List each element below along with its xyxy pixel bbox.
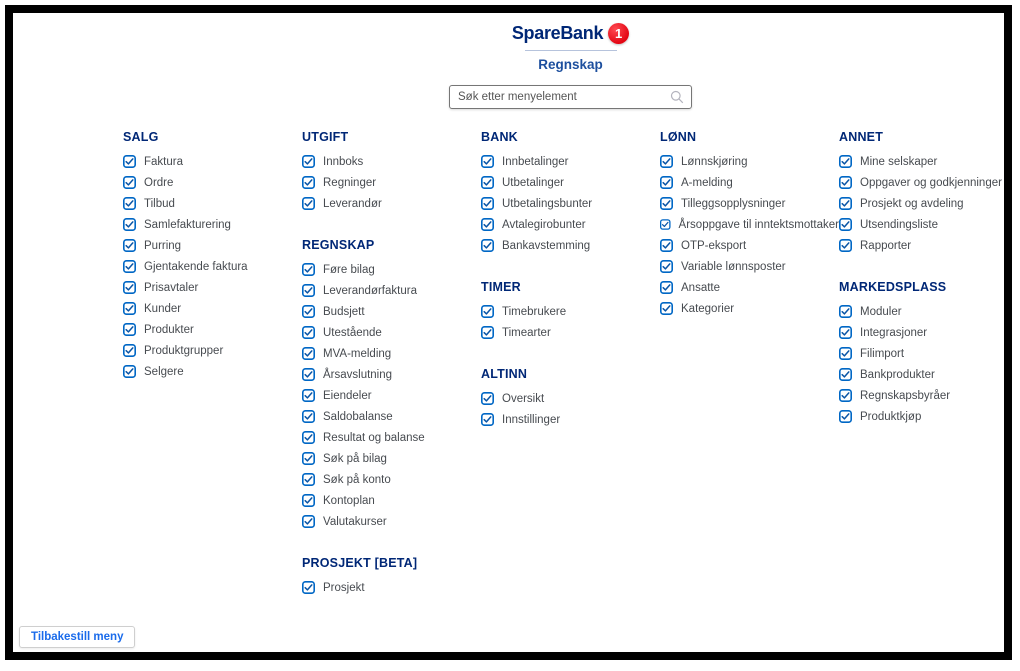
menu-item-checkbox[interactable] [481,214,660,235]
menu-item-label: Prisavtaler [144,281,199,294]
menu-item-label: Leverandør [323,197,382,210]
menu-item-checkbox[interactable] [302,364,481,385]
menu-item-checkbox[interactable] [123,298,302,319]
menu-item-label: Utsendingsliste [860,218,938,231]
menu-item-label: OTP-eksport [681,239,747,252]
menu-item-checkbox[interactable] [123,361,302,382]
checkbox-checked-icon[interactable] [123,302,136,315]
checkbox-checked-icon[interactable] [481,155,494,168]
checkbox-checked-icon[interactable] [302,155,315,168]
menu-item-label: Integrasjoner [860,326,928,339]
checkbox-checked-icon[interactable] [660,176,673,189]
checkbox-checked-icon[interactable] [302,581,315,594]
menu-item-checkbox[interactable] [123,277,302,298]
checkbox-checked-icon[interactable] [481,326,494,339]
section-title: ANNET [839,130,884,144]
menu-item-checkbox[interactable] [302,406,481,427]
checkbox-checked-icon[interactable] [839,155,852,168]
page-content [13,13,1004,652]
menu-item-label: Innbetalinger [502,155,569,168]
menu-item-checkbox[interactable] [123,193,302,214]
checkbox-checked-icon[interactable] [481,218,494,231]
reset-menu-button[interactable]: Tilbakestill meny [19,626,135,648]
checkbox-checked-icon[interactable] [660,281,673,294]
menu-item-checkbox[interactable] [302,490,481,511]
menu-item-label: Moduler [860,305,902,318]
menu-item-checkbox[interactable] [123,214,302,235]
checkbox-checked-icon[interactable] [839,347,852,360]
menu-item-label: Faktura [144,155,183,168]
checkbox-checked-icon[interactable] [839,305,852,318]
checkbox-checked-icon[interactable] [839,326,852,339]
checkbox-checked-icon[interactable] [123,344,136,357]
menu-item-label: Saldobalanse [323,410,393,423]
menu-item-label: Lønnskjøring [681,155,748,168]
menu-item-label: Årsoppgave til inntektsmottaker [678,218,839,231]
menu-item-checkbox[interactable] [839,214,1018,235]
menu-item-label: Budsjett [323,305,365,318]
menu-column-1 [123,130,302,598]
menu-item-label: A-melding [681,176,733,189]
checkbox-checked-icon[interactable] [302,263,315,276]
checkbox-checked-icon[interactable] [302,368,315,381]
checkbox-checked-icon[interactable] [302,197,315,210]
menu-item-checkbox[interactable] [123,235,302,256]
brand-header [123,13,1018,72]
menu-item-label: Timebrukere [502,305,567,318]
menu-item-label: Produktkjøp [860,410,922,423]
menu-item-label: Kontoplan [323,494,375,507]
checkbox-checked-icon[interactable] [302,473,315,486]
checkbox-checked-icon[interactable] [123,260,136,273]
menu-item-label: Søk på konto [323,473,391,486]
menu-item-label: Føre bilag [323,263,375,276]
section-title: ALTINN [481,367,528,381]
checkbox-checked-icon[interactable] [481,392,494,405]
checkbox-checked-icon[interactable] [123,197,136,210]
menu-column-4 [660,130,839,598]
checkbox-checked-icon[interactable] [839,368,852,381]
section-title: PROSJEKT [BETA] [302,556,418,570]
checkbox-checked-icon[interactable] [481,239,494,252]
checkbox-checked-icon[interactable] [660,260,673,273]
menu-item-label: Årsavslutning [323,368,393,381]
menu-item-label: Eiendeler [323,389,372,402]
checkbox-checked-icon[interactable] [302,305,315,318]
checkbox-checked-icon[interactable] [839,410,852,423]
menu-item-checkbox[interactable] [660,172,839,193]
menu-item-checkbox[interactable] [481,388,660,409]
menu-item-label: Avtalegirobunter [502,218,586,231]
menu-section [302,130,481,214]
menu-item-label: Gjentakende faktura [144,260,248,273]
menu-item-checkbox[interactable] [660,151,839,172]
section-title: TIMER [481,280,521,294]
checkbox-checked-icon[interactable] [302,326,315,339]
menu-item-label: Prosjekt og avdeling [860,197,964,210]
menu-item-checkbox[interactable] [481,301,660,322]
section-title: SALG [123,130,159,144]
menu-item-checkbox[interactable] [302,151,481,172]
menu-item-checkbox[interactable] [839,235,1018,256]
menu-item-checkbox[interactable] [302,577,481,598]
menu-item-checkbox[interactable] [839,364,1018,385]
menu-item-checkbox[interactable] [839,343,1018,364]
checkbox-checked-icon[interactable] [839,197,852,210]
menu-item-checkbox[interactable] [660,193,839,214]
menu-item-label: Kunder [144,302,182,315]
menu-item-label: Regnskapsbyråer [860,389,951,402]
menu-item-checkbox[interactable] [302,469,481,490]
logo-divider [525,50,617,51]
menu-item-checkbox[interactable] [302,172,481,193]
checkbox-checked-icon[interactable] [302,410,315,423]
menu-item-label: Bankavstemming [502,239,591,252]
menu-item-checkbox[interactable] [660,214,839,235]
menu-item-label: MVA-melding [323,347,392,360]
search-box[interactable] [449,85,692,109]
menu-section [123,130,302,382]
menu-item-label: Prosjekt [323,581,365,594]
checkbox-checked-icon[interactable] [302,347,315,360]
menu-item-label: Mine selskaper [860,155,938,168]
menu-item-checkbox[interactable] [839,151,1018,172]
checkbox-checked-icon[interactable] [123,218,136,231]
menu-item-checkbox[interactable] [302,448,481,469]
menu-item-label: Valutakurser [323,515,387,528]
logo-badge-1-icon: 1 [608,23,629,44]
menu-item-label: Selgere [144,365,184,378]
menu-item-label: Utbetalingsbunter [502,197,593,210]
menu-item-label: Kategorier [681,302,735,315]
menu-column-3 [481,130,660,598]
menu-section [302,238,481,532]
menu-item-label: Rapporter [860,239,912,252]
menu-section [839,280,1018,427]
menu-item-label: Søk på bilag [323,452,387,465]
checkbox-checked-icon[interactable] [123,155,136,168]
logo-text: SpareBank [511,23,604,43]
menu-item-checkbox[interactable] [839,172,1018,193]
menu-item-label: Oppgaver og godkjenninger [860,176,1002,189]
checkbox-checked-icon[interactable] [839,218,852,231]
section-title: BANK [481,130,518,144]
checkbox-checked-icon[interactable] [302,389,315,402]
menu-section [481,367,660,430]
menu-item-checkbox[interactable] [123,172,302,193]
search-input[interactable] [458,91,670,103]
menu-item-label: Produkter [144,323,194,336]
search-icon [670,90,684,104]
menu-column-2 [302,130,481,598]
section-title: MARKEDSPLASS [839,280,947,294]
app-name: Regnskap [538,57,603,72]
menu-column-5 [839,130,1018,598]
checkbox-checked-icon[interactable] [660,197,673,210]
menu-item-checkbox[interactable] [302,301,481,322]
menu-item-label: Innstillinger [502,413,561,426]
checkbox-checked-icon[interactable] [123,365,136,378]
menu-item-checkbox[interactable] [302,322,481,343]
menu-section [481,280,660,343]
checkbox-checked-icon[interactable] [302,176,315,189]
menu-item-label: Leverandørfaktura [323,284,417,297]
menu-item-checkbox[interactable] [123,256,302,277]
app-window [5,5,1012,660]
menu-item-checkbox[interactable] [302,385,481,406]
menu-item-label: Oversikt [502,392,545,405]
checkbox-checked-icon[interactable] [839,239,852,252]
menu-item-checkbox[interactable] [302,343,481,364]
menu-item-checkbox[interactable] [302,280,481,301]
menu-section [660,130,839,319]
checkbox-checked-icon[interactable] [302,494,315,507]
menu-item-label: Ansatte [681,281,720,294]
menu-item-label: Variable lønnsposter [681,260,786,273]
menu-item-label: Purring [144,239,182,252]
menu-item-label: Innboks [323,155,364,168]
checkbox-checked-icon[interactable] [123,176,136,189]
section-title: REGNSKAP [302,238,375,252]
checkbox-checked-icon[interactable] [481,197,494,210]
menu-item-checkbox[interactable] [302,259,481,280]
menu-item-checkbox[interactable] [481,193,660,214]
menu-item-checkbox[interactable] [481,151,660,172]
menu-item-checkbox[interactable] [302,193,481,214]
center-column [123,13,1018,598]
checkbox-checked-icon[interactable] [123,281,136,294]
menu-item-label: Bankprodukter [860,368,935,381]
menu-item-checkbox[interactable] [839,193,1018,214]
section-title: LØNN [660,130,697,144]
menu-item-checkbox[interactable] [481,235,660,256]
menu-section [839,130,1018,256]
menu-section [481,130,660,256]
menu-item-label: Resultat og balanse [323,431,425,444]
checkbox-checked-icon[interactable] [302,452,315,465]
menu-section [302,556,481,598]
section-title: UTGIFT [302,130,349,144]
menu-item-label: Ordre [144,176,174,189]
menu-item-label: Utestående [323,326,382,339]
checkbox-checked-icon[interactable] [302,431,315,444]
menu-item-checkbox[interactable] [481,409,660,430]
checkbox-checked-icon[interactable] [660,155,673,168]
checkbox-checked-icon[interactable] [660,239,673,252]
menu-item-checkbox[interactable] [660,235,839,256]
menu-item-checkbox[interactable] [839,322,1018,343]
checkbox-checked-icon[interactable] [481,176,494,189]
menu-item-label: Produktgrupper [144,344,224,357]
checkbox-checked-icon[interactable] [481,413,494,426]
checkbox-checked-icon[interactable] [302,515,315,528]
checkbox-checked-icon[interactable] [123,323,136,336]
menu-item-checkbox[interactable] [123,151,302,172]
menu-item-checkbox[interactable] [302,511,481,532]
menu-item-checkbox[interactable] [123,340,302,361]
checkbox-checked-icon[interactable] [839,389,852,402]
menu-item-checkbox[interactable] [660,277,839,298]
checkbox-checked-icon[interactable] [123,239,136,252]
checkbox-checked-icon[interactable] [302,284,315,297]
menu-item-label: Samlefakturering [144,218,231,231]
menu-item-checkbox[interactable] [481,172,660,193]
checkbox-checked-icon[interactable] [660,218,671,231]
menu-item-checkbox[interactable] [839,406,1018,427]
checkbox-checked-icon[interactable] [839,176,852,189]
sparebank-logo [512,23,629,44]
menu-item-checkbox[interactable] [123,319,302,340]
menu-item-label: Filimport [860,347,905,360]
checkbox-checked-icon[interactable] [660,302,673,315]
menu-item-checkbox[interactable] [481,322,660,343]
menu-item-checkbox[interactable] [839,385,1018,406]
menu-item-checkbox[interactable] [302,427,481,448]
menu-grid [123,130,1018,598]
menu-item-label: Timearter [502,326,551,339]
menu-item-checkbox[interactable] [839,301,1018,322]
menu-item-checkbox[interactable] [660,298,839,319]
checkbox-checked-icon[interactable] [481,305,494,318]
menu-item-checkbox[interactable] [660,256,839,277]
menu-item-label: Regninger [323,176,377,189]
menu-item-label: Tilbud [144,197,175,210]
menu-item-label: Tilleggsopplysninger [681,197,786,210]
menu-item-label: Utbetalinger [502,176,565,189]
